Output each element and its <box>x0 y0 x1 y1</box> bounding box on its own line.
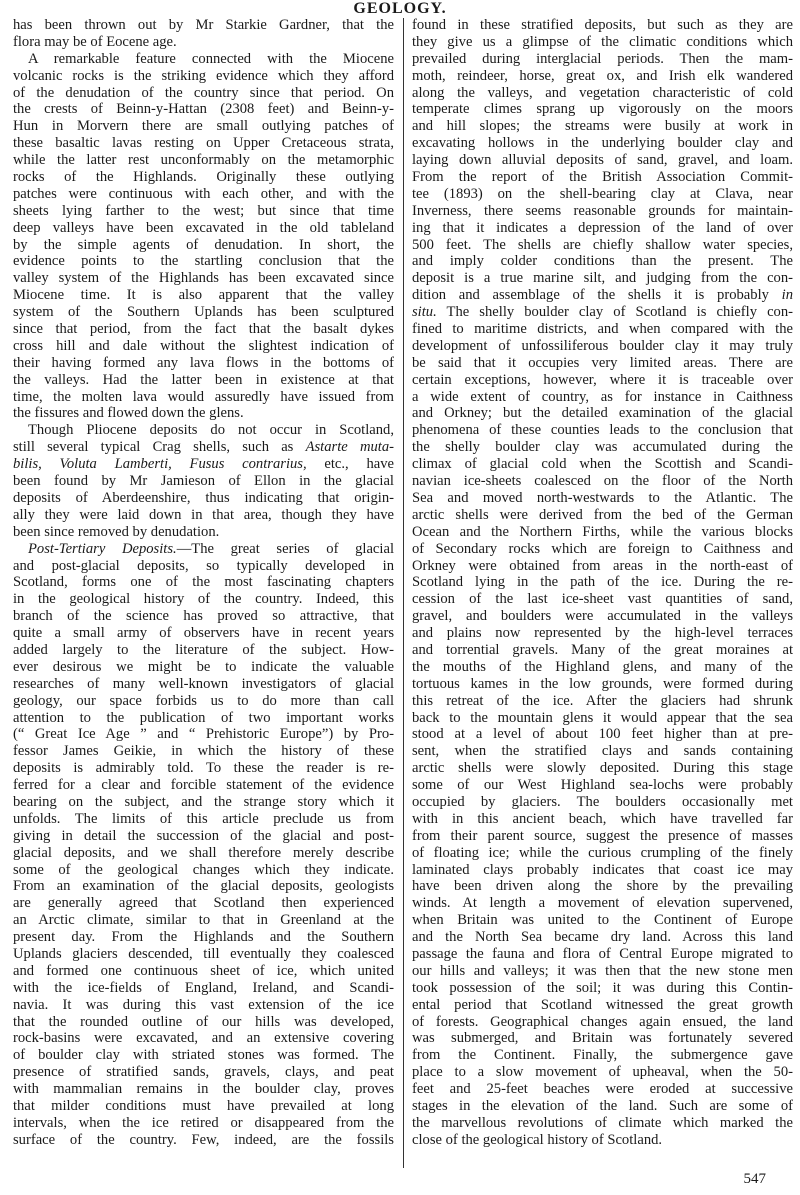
italic-text: bilis, Voluta Lamberti, Fusus contrarius, <box>13 456 307 473</box>
text-line: Scotland, forms one of the most fascinating chapters <box>13 574 394 591</box>
text-line <box>412 304 793 321</box>
text-line: and post-glacial deposits, so typically developed in <box>13 557 394 574</box>
text-line: tee (1893) on the shell-bearing clay at Clava, near <box>412 185 793 202</box>
text-line: deposits is admirably told. To these the reader is re- <box>13 760 394 777</box>
text-line: close of the geological history of Scotland. <box>412 1131 663 1148</box>
text-line: From an examination of the glacial deposits, geologists <box>13 878 394 895</box>
text-line: Scotland lying in the path of the ice. During the re- <box>412 574 793 591</box>
text-line: intervals, when the ice retired or disappeared from the <box>13 1114 394 1131</box>
text-line: this retreat of the ice. After the glaciers had shrunk <box>412 692 793 709</box>
text-line: (“ Great Ice Age ” and “ Prehistoric Europe”) by Pro- <box>13 726 394 743</box>
paragraph <box>13 422 394 540</box>
page-number: 547 <box>743 1171 766 1187</box>
text-line: been since removed by denudation. <box>13 523 220 540</box>
text-line: the marvellous revolutions of climate which marked the <box>412 1114 793 1131</box>
text-line: Hun in Morvern there are small outlying patches of <box>13 118 394 135</box>
italic-text: Post-Tertiary Deposits. <box>28 540 177 557</box>
text-line: and formed one continuous sheet of ice, which united <box>13 962 394 979</box>
text-line: with mammalian remains in the boulder clay, proves <box>13 1081 394 1098</box>
text-line: with in this ancient beach, which have travelled far <box>412 810 793 827</box>
text-line: Orkney were obtained from areas in the north-east of <box>412 557 793 574</box>
text-line <box>13 456 394 473</box>
text-line: From the report of the British Association Commit- <box>412 169 793 186</box>
column-divider <box>403 18 404 1168</box>
paragraph <box>13 17 394 51</box>
text-line: time, the molten lava would assuredly have issued from <box>13 388 394 405</box>
text-line: arctic shells were slowly deposited. During this stage <box>412 760 793 777</box>
text-line: and plains now represented by the high-level terraces <box>412 625 793 642</box>
text-line: certain exceptions, however, where it is traceable over <box>412 371 793 388</box>
paragraph <box>13 51 394 423</box>
text-line: navia. It was during this vast extension of the ice <box>13 996 394 1013</box>
text-line: valley system of the Highlands has been excavated since <box>13 270 394 287</box>
text-line: unfolds. The limits of this article preclude us from <box>13 810 394 827</box>
text-line: ing that it indicates a depression of the land of over <box>412 219 793 236</box>
italic-text: in <box>781 287 793 304</box>
text-line: while the latter rest unconformably on the metamorphic <box>13 152 394 169</box>
text-line: tortuous kames in the low grounds, were formed during <box>412 675 793 692</box>
text-line: by the simple agents of denudation. In short, the <box>13 236 394 253</box>
text-segment: etc., have <box>306 456 394 473</box>
text-line: back to the mountain glens it would appear that the sea <box>412 709 793 726</box>
text-line: sheets lying farther to the west; but since that time <box>13 202 394 219</box>
text-line: passage the fauna and flora of Central Europe migrated to <box>412 945 793 962</box>
text-line: feet and 25-feet beaches were eroded at successive <box>412 1081 793 1098</box>
text-line: be said that it occupies very limited areas. There are <box>412 354 793 371</box>
text-line: 500 feet. The shells are chiefly shallow water species, <box>412 236 793 253</box>
text-line: geology, our space forbids us to do more than call <box>13 692 394 709</box>
text-segment: —The great series of glacial <box>176 540 394 557</box>
text-line: presence of stratified sands, gravels, clays, and peat <box>13 1064 394 1081</box>
text-line: attention to the publication of two important works <box>13 709 394 726</box>
text-line: fessor James Geikie, in which the history of these <box>13 743 394 760</box>
text-line: volcanic rocks is the striking evidence which they afford <box>13 67 394 84</box>
text-line: prevailed during interglacial periods. Then the mam- <box>412 50 793 67</box>
text-line: our hills and valleys; it was then that the new stone men <box>412 962 793 979</box>
text-line: ever desirous we might be to indicate the valuable <box>13 658 394 675</box>
text-line: Inverness, there seems reasonable grounds for maintain- <box>412 202 793 219</box>
text-line: fined to maritime districts, and when compared with the <box>412 321 793 338</box>
text-line: that the rounded outline of our hills was developed, <box>13 1013 394 1030</box>
text-line: laminated clays probably indicates that coast ice may <box>412 861 793 878</box>
text-line: and torrential gravels. Many of the great moraines at <box>412 641 793 658</box>
text-line: place to a slow movement of upheaval, when the 50- <box>412 1064 793 1081</box>
text-line: the mouths of the Highland glens, and many of the <box>412 658 793 675</box>
text-line: and imply colder conditions than the present. The <box>412 253 793 270</box>
text-line: stages in the elevation of the land. Such are some of <box>412 1098 793 1114</box>
text-line: some of the geological changes which they indicate. <box>13 861 394 878</box>
text-line: cession of the last ice-sheet vast quantities of sand, <box>412 591 793 608</box>
text-line: bearing on the subject, and the strange story which it <box>13 793 394 810</box>
text-line: since that period, from the fact that the basalt dykes <box>13 321 394 338</box>
text-line: sent, when the stratified clays and sands containing <box>412 743 793 760</box>
text-segment: dition and assemblage of the shells it is probably <box>412 287 782 304</box>
text-line: excavating hollows in the underlying boulder clay and <box>412 135 793 152</box>
text-line: and Orkney; but the detailed examination of the glacial <box>412 405 793 422</box>
text-line: their having formed any lava flows in the bottoms of <box>13 354 394 371</box>
text-line: and hill slopes; the streams were busily at work in <box>412 118 793 135</box>
text-line: present day. From the Highlands and the Southern <box>13 929 394 946</box>
italic-text: situ. <box>412 304 437 321</box>
text-line: ally they were laid down in that area, though they have <box>13 506 394 523</box>
text-line: took possession of the soil; it was during this Contin- <box>412 979 793 996</box>
italic-text: Astarte muta- <box>305 439 394 456</box>
text-line: climax of glacial cold when the Scottish and Scandi- <box>412 456 793 473</box>
text-line: Though Pliocene deposits do not occur in Scotland, <box>28 422 394 439</box>
text-line: have been driven along the shore by the prevailing <box>412 878 793 895</box>
text-line: stood at a level of about 100 feet higher than at pre- <box>412 726 793 743</box>
text-line: are generally agreed that Scotland then experienced <box>13 895 394 912</box>
text-line: an Arctic climate, similar to that in Greenland at the <box>13 912 394 929</box>
text-line: laying down alluvial deposits of sand, gravel, and loam. <box>412 152 793 169</box>
text-line: Miocene time. It is also apparent that the valley <box>13 287 394 304</box>
text-line: has been thrown out by Mr Starkie Gardner, that the <box>13 17 394 33</box>
text-line: a wide extent of country, as for instance in Caithness <box>412 388 793 405</box>
text-line: with the ice-fields of England, Ireland, and Scandi- <box>13 979 394 996</box>
text-line: the fissures and flowed down the glens. <box>13 405 244 422</box>
text-line: moth, reindeer, horse, great ox, and Irish elk wandered <box>412 67 793 84</box>
text-line: branch of the science has proved so attractive, that <box>13 608 394 625</box>
text-line: phenomena of these counties leads to the conclusion that <box>412 422 793 439</box>
text-line: quite a small army of observers have in recent years <box>13 625 394 642</box>
text-line: when Britain was united to the Continent of Europe <box>412 912 793 929</box>
text-line: along the valleys, and vegetation characteristic of cold <box>412 84 793 101</box>
text-line <box>13 439 394 456</box>
text-line: of Secondary rocks which are foreign to Caithness and <box>412 540 793 557</box>
text-line: of boulder clay with striated stones was formed. The <box>13 1047 394 1064</box>
text-line <box>13 541 394 558</box>
text-line: researches of many well-known investigators of glacial <box>13 675 394 692</box>
text-line: the shelly boulder clay was accumulated during the <box>412 439 793 456</box>
text-line: added largely to the literature of the subject. How- <box>13 641 394 658</box>
text-line: was submerged, and Britain was fortunately severed <box>412 1030 793 1047</box>
text-line: deposit is a true marine silt, and judging from the con- <box>412 270 793 287</box>
text-segment: The shelly boulder clay of Scotland is chiefly con- <box>436 304 793 321</box>
running-header: GEOLOGY. <box>353 0 447 17</box>
text-line: that milder conditions must have prevailed at long <box>13 1098 394 1114</box>
text-line: Ocean and the Northern Firths, while the various blocks <box>412 523 793 540</box>
text-line: Uplands glaciers descended, till eventually they coalesced <box>13 945 394 962</box>
text-line: in the geological history of the country. Indeed, this <box>13 591 394 608</box>
text-line: temperate climes sprang up vigorously on the moors <box>412 101 793 118</box>
paragraph <box>13 541 394 1149</box>
text-line: found in these stratified deposits, but such as they are <box>412 17 793 33</box>
text-line: deposits of Aberdeenshire, thus indicating that origin- <box>13 489 394 506</box>
text-line: from the Continent. Finally, the submergence gave <box>412 1047 793 1064</box>
text-line: the valleys. Had the latter been in existence at that <box>13 371 394 388</box>
text-line: rocks of the Highlands. Originally these outlying <box>13 169 394 186</box>
text-line: winds. At length a movement of elevation supervened, <box>412 895 793 912</box>
text-line: some of our West Highland sea-lochs were probably <box>412 777 793 794</box>
text-line: patches were continuous with each other, and with the <box>13 185 394 202</box>
text-line: deep valleys have been excavated in the old tableland <box>13 219 394 236</box>
text-line: been found by Mr Jamieson of Ellon in the glacial <box>13 473 394 490</box>
text-line: cross hill and dale without the slightest indication of <box>13 337 394 354</box>
text-line: giving in detail the succession of the glacial and post- <box>13 827 394 844</box>
text-line: rock-basins were excavated, and an extensive covering <box>13 1030 394 1047</box>
text-line: of forests. Geographical changes again ensued, the land <box>412 1013 793 1030</box>
text-line: of floating ice; while the curious crumpling of the finely <box>412 844 793 861</box>
text-line: and the North Sea became dry land. Across this land <box>412 929 793 946</box>
text-line: from their parent source, suggest the presence of masses <box>412 827 793 844</box>
text-line: evidence points to the startling conclusion that the <box>13 253 394 270</box>
text-line: ferred for a clear and forcible statement of the evidence <box>13 777 394 794</box>
text-line <box>412 287 793 304</box>
text-line: navian ice-sheets coalesced on the floor of the North <box>412 473 793 490</box>
right-column <box>412 17 793 1149</box>
text-line: these basaltic lavas resting on Upper Cretaceous strata, <box>13 135 394 152</box>
text-line: A remarkable feature connected with the Miocene <box>28 50 394 67</box>
text-line: surface of the country. Few, indeed, are the fossils <box>13 1131 394 1148</box>
text-line: the crests of Beinn-y-Hattan (2308 feet) and Beinn-y- <box>13 101 394 118</box>
text-line: arctic shells were derived from the bed of the German <box>412 506 793 523</box>
text-line: Sea and moved north-westwards to the Atlantic. The <box>412 489 793 506</box>
text-line: system of the Southern Uplands has been sculptured <box>13 304 394 321</box>
text-line: flora may be of Eocene age. <box>13 33 177 50</box>
left-column <box>13 17 394 1149</box>
text-line: gravel, and boulders were accumulated in the valleys <box>412 608 793 625</box>
text-line: development of unfossiliferous boulder clay it may truly <box>412 337 793 354</box>
text-line: of the denudation of the country since that period. On <box>13 84 394 101</box>
text-segment: still several typical Crag shells, such as <box>13 439 306 456</box>
paragraph <box>412 17 793 1149</box>
text-line: ental period that Scotland witnessed the great growth <box>412 996 793 1013</box>
text-line: occupied by glaciers. The boulders occasionally met <box>412 793 793 810</box>
text-line: glacial deposits, and we shall therefore merely describe <box>13 844 394 861</box>
text-line: they give us a glimpse of the climatic conditions which <box>412 33 793 50</box>
